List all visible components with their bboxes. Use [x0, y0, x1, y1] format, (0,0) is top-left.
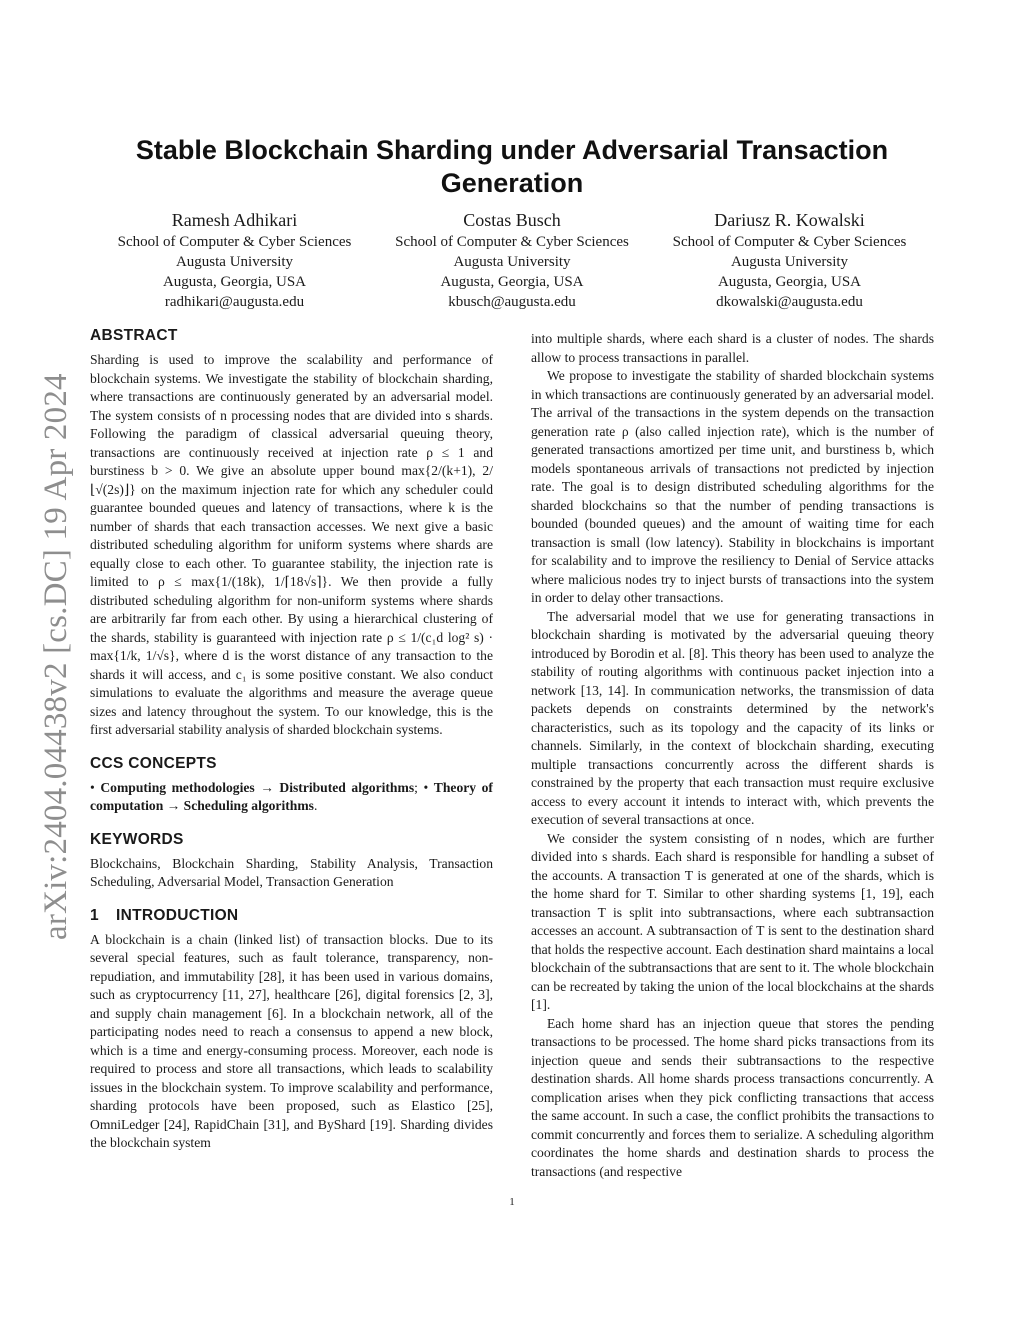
author-location: Augusta, Georgia, USA [717, 274, 862, 290]
intro-paragraph-1: A blockchain is a chain (linked list) of transaction blocks. Due to its several special features, such as fault tolerance, transparency, non-repudiation, and immutability [28], it has been used in various domains, such as cryptocurrency [11, 27], healthcare [26], digital forensics [2, 3], and supply chain management [6]. In a blockchain network, all of the participating nodes need to reach a consensus to append a new block, which is a time and energy-consuming process. Moreover, each node is required to process and store all transactions, which leads to scalability issues in the blockchain system. To improve scalability and performance, sharding protocols have been proposed, such as Elastico [25], OmniLedger [24], RapidChain [31], and ByShard [19]. Sharding divides the blockchain system [90, 931, 493, 1150]
intro-paragraph-3: The adversarial model that we use for generating transactions in blockchain sharding is motivated by the adversarial queuing theory introduced by Borodin et al. [8]. This theory has been used to analyze the stability of routing algorithms with continuous packet injection into a network [13, 14]. In communication networks, the transmission of data packets depends on constraints determined by the network's characteristics, such as its topology and the capacity of its links or channels. Similarly, in the context of blockchain sharding, executing multiple transactions concurrently across the different shards is constrained by the property that each transaction must require exclusive access to every account it intends to interact with, which prevents the execution of several transactions at once. [531, 608, 934, 827]
keywords-heading: KEYWORDS [90, 830, 184, 848]
author-name: Dariusz R. Kowalski [714, 210, 865, 230]
paper-title: Stable Blockchain Sharding under Adversarial Transaction Generation [135, 135, 889, 198]
ccs-separator: ; [414, 779, 424, 795]
page-number: 1 [509, 1196, 515, 1208]
author-affiliation: School of Computer & Cyber Sciences [672, 234, 907, 250]
author-block [96, 209, 928, 312]
ccs-heading: CCS CONCEPTS [90, 754, 217, 772]
author-location: Augusta, Georgia, USA [162, 274, 307, 290]
author-1 [96, 209, 373, 312]
arxiv-identifier: arXiv:2404.04438v2 [cs.DC] 19 Apr 2024 [38, 373, 74, 940]
intro-paragraph-2: We propose to investigate the stability of sharded blockchain systems in which transactions are continuously generated by an adversarial model. The arrival of the transactions in the system depends on the transaction generation rate ρ (also called injection rate), which is the number of generated transactions amortized per time unit, and burstiness b, which models spontaneous arrivals of transactions not predicted by injection rate. The goal is to design distributed scheduling algorithms for the sharded blockchains so that the number of pending transactions is bounded (bounded queues) and the amount of waiting time for each transaction is small (low latency). Stability in blockchains is important for scalability and to improve the resiliency to Denial of Service attacks where malicious nodes try to inject bursts of transactions into the system in order to delay other transactions. [531, 368, 934, 605]
author-name: Ramesh Adhikari [171, 210, 298, 230]
author-3 [651, 209, 928, 312]
intro-paragraph-5: Each home shard has an injection queue that stores the pending transactions to be processed. The home shard picks transactions from its injection queue and sends their subtransactions to the respective destination shards. All home shards process transactions concurrently. A complication arises when they pick conflicting transactions that access the same account. In such a case, the conflict prohibits the transactions to commit concurrently and forces them to serialize. A scheduling algorithm coordinates the home shards and destination shards to process the transactions (and respective [531, 1015, 934, 1179]
author-email[interactable]: kbusch@augusta.edu [448, 294, 576, 310]
ccs-end: . [313, 798, 318, 813]
author-email[interactable]: dkowalski@augusta.edu [716, 294, 863, 310]
keywords-text: Blockchains, Blockchain Sharding, Stability Analysis, Transaction Scheduling, Adversarial Model, Transaction Generation [90, 855, 493, 889]
author-location: Augusta, Georgia, USA [440, 274, 584, 290]
author-university: Augusta University [730, 254, 849, 270]
author-university: Augusta University [175, 254, 294, 270]
abstract-heading: ABSTRACT [90, 327, 178, 344]
ccs-concepts [90, 779, 493, 816]
left-column [90, 326, 493, 1153]
section-title: INTRODUCTION [116, 906, 239, 924]
author-email[interactable]: radhikari@augusta.edu [164, 294, 305, 310]
abstract-text: Sharding is used to improve the scalability and performance of blockchain systems. We investigate the stability of blockchain sharding, where transactions are continuously generated by an adversarial model. The system consists of n processing nodes that are divided into s shards. Following the paradigm of classical adversarial queuing theory, transactions are continuously received at injection rate ρ ≤ 1 and burstiness b > 0. We give an absolute upper bound max{2/(k+1), 2/⌊√(2s)⌋} on the maximum injection rate for which any scheduler could guarantee bounded queues and latency of transactions, where k is the number of shards that each transaction accesses. We next give a basic distributed scheduling algorithm for uniform systems where shards are equally close to each other. To guarantee stability, the injection rate is limited to ρ ≤ max{1/(18k), 1/⌈18√s⌉}. We then provide a fully distributed scheduling algorithm for non-uniform systems where shards are arbitrarily far from each other. By using a hierarchical clustering of the shards, stability is guaranteed with injection rate ρ ≤ 1/(c₁d log² s) · max{1/k, 1/√s}, where d is the worst distance of any transaction to the shards it will access, and c₁ is some positive constant. We also conduct simulations to evaluate the algorithms and measure the average queue sizes and latency throughout the system. To our knowledge, this is the first adversarial stability analysis of sharded blockchain systems. [90, 352, 493, 737]
ccs-bullet: • [423, 779, 434, 795]
author-name: Costas Busch [463, 210, 561, 230]
section-number: 1 [90, 906, 99, 924]
introduction-heading [90, 906, 493, 926]
intro-paragraph-4: We consider the system consisting of n nodes, which are further divided into s shards. Each shard is responsible for handling a subset of the accounts. A transaction T is generated at one of the shards, which is the home shard for T. Similar to other sharding systems [1, 19], each transaction T is split into subtransactions, where each subtransaction accesses an account. A subtransaction of T is sent to the destination shard that holds the respective account. Each destination shard maintains a local blockchain of the subtransactions that are sent to it. The whole blockchain can be recreated by taking the union of the local blockchains at the shards [1]. [531, 830, 934, 1012]
ccs-bullet: • [90, 779, 101, 795]
author-affiliation: School of Computer & Cyber Sciences [117, 234, 352, 250]
right-column [531, 330, 934, 1181]
intro-paragraph-1-continued: into multiple shards, where each shard is a cluster of nodes. The shards allow to process transactions in parallel. [531, 331, 934, 365]
author-university: Augusta University [453, 254, 571, 270]
ccs-term: Computing methodologies → Distributed algorithms [100, 779, 415, 795]
ccs-term: Theory of computation → Scheduling algorithms [90, 779, 493, 813]
author-affiliation: School of Computer & Cyber Sciences [395, 234, 629, 250]
author-2 [374, 209, 651, 312]
